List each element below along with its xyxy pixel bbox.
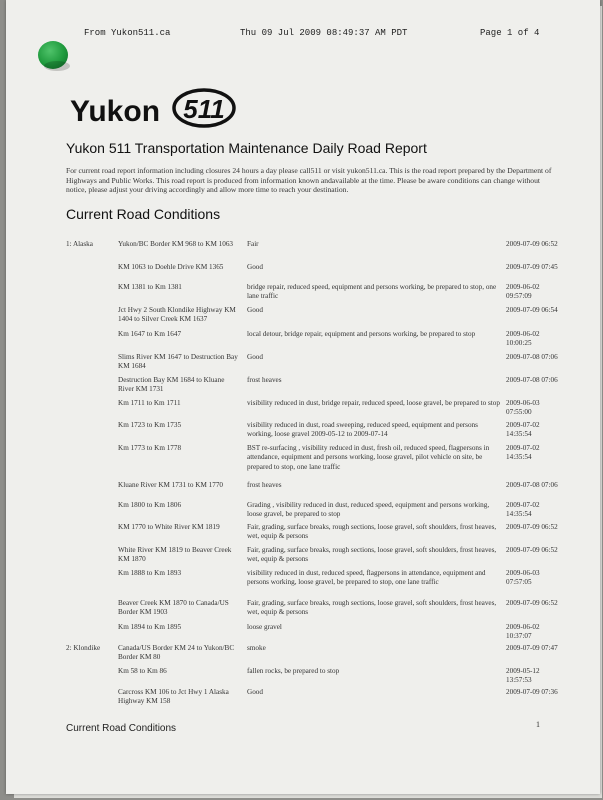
location-cell: Km 58 to Km 86 — [118, 667, 167, 675]
footer-label: Current Road Conditions — [66, 723, 177, 734]
date-cell: 2009-06-02 09:57:09 — [506, 283, 540, 301]
date-cell: 2009-06-03 07:55:00 — [506, 399, 540, 417]
condition-cell: loose gravel — [247, 623, 282, 631]
location-cell: Slims River KM 1647 to Destruction Bay KM 1684 — [118, 353, 238, 371]
date-cell: 2009-07-02 14:35:54 — [506, 421, 540, 439]
date-cell: 2009-06-03 07:57:05 — [506, 569, 540, 587]
date-cell: 2009-07-09 07:47 — [506, 644, 558, 652]
report-title: Yukon 511 Transportation Maintenance Daily Road Report — [66, 140, 427, 156]
date-cell: 2009-07-08 07:06 — [506, 353, 558, 361]
location-cell: Yukon/BC Border KM 968 to KM 1063 — [118, 240, 234, 248]
logo-badge: 511 — [183, 94, 225, 124]
section-title: Current Road Conditions — [66, 206, 221, 222]
location-cell: Carcross KM 106 to Jct Hwy 1 Alaska Highway KM 158 — [118, 688, 229, 706]
header-source: From Yukon511.ca — [84, 28, 171, 38]
location-cell: Km 1647 to Km 1647 — [118, 330, 182, 338]
condition-cell: visibility reduced in dust, reduced speed, flagpersons in attendance, equipment and persons working, loose gravel, be prepared to stop, one lane traffic — [247, 569, 486, 587]
date-cell: 2009-05-12 13:57:53 — [506, 667, 540, 685]
date-cell: 2009-07-02 14:35:54 — [506, 501, 540, 519]
footer-page-number: 1 — [536, 720, 540, 729]
date-cell: 2009-07-08 07:06 — [506, 376, 558, 384]
date-cell: 2009-06-02 10:37:07 — [506, 623, 540, 641]
location-cell: Destruction Bay KM 1684 to Kluane River KM 1731 — [118, 376, 225, 394]
header-page: Page 1 of 4 — [480, 28, 540, 38]
date-cell: 2009-07-09 06:52 — [506, 240, 558, 248]
date-cell: 2009-07-08 07:06 — [506, 481, 558, 489]
condition-cell: Good — [247, 306, 263, 314]
condition-cell: Fair, grading, surface breaks, rough sections, loose gravel, soft shoulders, frost heaves, wet, equip & persons — [247, 599, 497, 617]
date-cell: 2009-07-09 07:45 — [506, 263, 558, 271]
location-cell: Canada/US Border KM 24 to Yukon/BC Border KM 80 — [118, 644, 235, 662]
push-pin-icon — [38, 41, 68, 69]
condition-cell: smoke — [247, 644, 266, 652]
condition-cell: frost heaves — [247, 376, 282, 384]
date-cell: 2009-07-02 14:35:54 — [506, 444, 540, 462]
region-cell: 2: Klondike — [66, 644, 101, 652]
region-cell: 1: Alaska — [66, 240, 93, 248]
condition-cell: bridge repair, reduced speed, equipment and persons working, be prepared to stop, one lane traffic — [247, 283, 497, 301]
condition-cell: BST re-surfacing , visibility reduced in dust, fresh oil, reduced speed, flagpersons in attendance, equipment and persons working, loose gravel, pilot vehicle on site, be prepared to stop, one lane traffic — [247, 444, 490, 471]
date-cell: 2009-07-09 07:36 — [506, 688, 558, 696]
date-cell: 2009-07-09 06:52 — [506, 523, 558, 531]
location-cell: Km 1773 to Km 1778 — [118, 444, 182, 452]
intro-paragraph: For current road report information including closures 24 hours a day please call511 or visit yukon511.ca. This is the road report prepared by the Department of Highways and Public Works. This road report is produced from information known andavailable at the time. Please be aware conditions can change without notice, please adjust your driving accordingly and allow more time to reach your destination. — [66, 166, 552, 195]
date-cell: 2009-06-02 10:00:25 — [506, 330, 540, 348]
condition-cell: visibility reduced in dust, bridge repair, reduced speed, loose gravel, be prepared to stop — [247, 399, 500, 407]
location-cell: Km 1723 to Km 1735 — [118, 421, 182, 429]
location-cell: Km 1894 to Km 1895 — [118, 623, 182, 631]
condition-cell: frost heaves — [247, 481, 282, 489]
condition-cell: Good — [247, 688, 263, 696]
header-datetime: Thu 09 Jul 2009 08:49:37 AM PDT — [240, 28, 408, 38]
date-cell: 2009-07-09 06:52 — [506, 599, 558, 607]
condition-cell: visibility reduced in dust, road sweeping, reduced speed, equipment and persons working, loose gravel 2009-05-12 to 2009-07-14 — [247, 421, 478, 439]
location-cell: Kluane River KM 1731 to KM 1770 — [118, 481, 224, 489]
condition-cell: Good — [247, 353, 263, 361]
location-cell: Beaver Creek KM 1870 to Canada/US Border KM 1903 — [118, 599, 229, 617]
condition-cell: Fair — [247, 240, 259, 248]
condition-cell: fallen rocks, be prepared to stop — [247, 667, 340, 675]
condition-cell: Fair, grading, surface breaks, rough sections, loose gravel, soft shoulders, frost heaves, wet, equip & persons — [247, 546, 497, 564]
date-cell: 2009-07-09 06:54 — [506, 306, 558, 314]
date-cell: 2009-07-09 06:52 — [506, 546, 558, 554]
report-page — [6, 0, 600, 794]
location-cell: KM 1770 to White River KM 1819 — [118, 523, 220, 531]
condition-cell: Fair, grading, surface breaks, rough sections, loose gravel, soft shoulders, frost heaves, wet, equip & persons — [247, 523, 497, 541]
location-cell: Km 1711 to Km 1711 — [118, 399, 181, 407]
location-cell: Km 1800 to Km 1806 — [118, 501, 182, 509]
location-cell: Km 1888 to Km 1893 — [118, 569, 182, 577]
condition-cell: Grading , visibility reduced in dust, reduced speed, equipment and persons working, loose gravel, be prepared to stop — [247, 501, 490, 519]
location-cell: Jct Hwy 2 South Klondike Highway KM 1404 to Silver Creek KM 1637 — [118, 306, 236, 324]
location-cell: KM 1063 to Doehle Drive KM 1365 — [118, 263, 224, 271]
location-cell: KM 1381 to Km 1381 — [118, 283, 182, 291]
location-cell: White River KM 1819 to Beaver Creek KM 1870 — [118, 546, 232, 564]
condition-cell: local detour, bridge repair, equipment and persons working, be prepared to stop — [247, 330, 476, 338]
logo-wordmark: Yukon — [70, 95, 161, 128]
condition-cell: Good — [247, 263, 263, 271]
yukon-511-logo — [70, 88, 240, 130]
